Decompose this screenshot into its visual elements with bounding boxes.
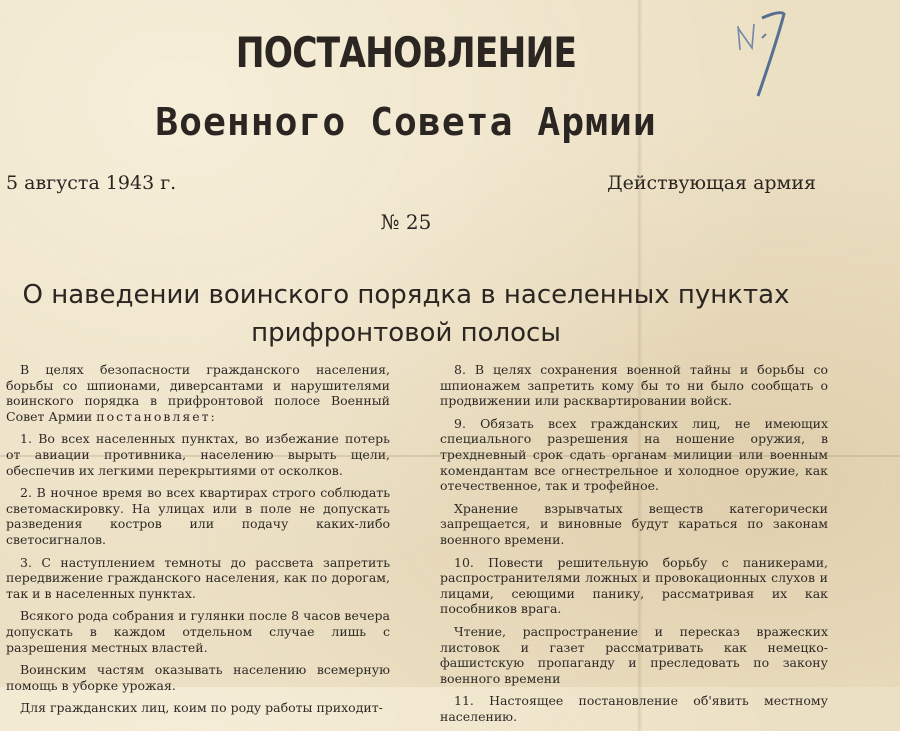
document-subtitle: Военного Совета Армии (155, 100, 657, 144)
paragraph-8: 8. В целях сохранения военной тайны и борьбы со шпионажем запретить кому бы то ни было сообщать о продвижении или расквартировании войск. (440, 362, 828, 409)
paragraph-9: 9. Обязать всех гражданских лиц, не имеющих специального разрешения на ношение оружия, в трехдневный срок сдать органам милиции или военным комендантам все огнестрельное и холодное оружие, как отечественное, так и трофейное. (440, 415, 828, 494)
paragraph-10: 10. Повести решительную борьбу с паникерами, распространителями ложных и провокационных слухов и лицами, сеющими панику, рассматривая их как пособников врага. (440, 554, 828, 617)
heading-line-1: О наведении воинского порядка в населенных пунктах (22, 280, 790, 310)
paragraph-5: Воинским частям оказывать населению всемерную помощь в уборке урожая. (6, 662, 390, 693)
document-date: 5 августа 1943 г. (6, 172, 177, 194)
document-number: № 25 (380, 210, 432, 234)
preamble-decree-word: постановляет: (96, 408, 217, 424)
paragraph-9-explosives: Хранение взрывчатых веществ категорически запрещается, и виновные будут караться по законам военного времени. (440, 500, 828, 547)
document-heading (0, 276, 812, 352)
paragraph-2: 2. В ночное время во всех квартирах строго соблюдать светомаскировку. На улицах или в поле не допускать разведения костров или подачу каких-либо светосигналов. (6, 485, 390, 547)
preamble-paragraph (6, 362, 390, 424)
heading-line-2: прифронтовой полосы (251, 318, 561, 348)
paragraph-1: 1. Во всех населенных пунктах, во избежание потерь от авиации противника, населению вырыть щели, обеспечив их легкими перекрытиями от осколков. (6, 431, 390, 478)
paragraph-10-leaflets: Чтение, распространение и пересказ вражеских листовок и газет рассматривать как немецко-фашистскую пропаганду и преследовать по закону военного времени (440, 623, 828, 686)
paragraph-3: 3. С наступлением темноты до рассвета запретить передвижение гражданского населения, как по дорогам, так и в населенных пунктах. (6, 554, 390, 601)
right-text-column (440, 362, 828, 731)
handwritten-number-pencil-mark (732, 4, 792, 104)
paragraph-11: 11. Настоящее постановление об'явить местному населению. (440, 693, 828, 724)
left-text-column (6, 362, 390, 723)
preamble-text: В целях безопасности гражданского населения, борьбы со шпионами, диверсантами и нарушителями воинского порядка в прифронтовой полосе Военный Совет Армии (6, 362, 390, 424)
paragraph-4: Всякого рода собрания и гулянки после 8 часов вечера допускать в каждом отдельном случае лишь с разрешения местных властей. (6, 608, 390, 655)
document-title: ПОСТАНОВЛЕНИЕ (235, 28, 577, 77)
document-location: Действующая армия (607, 172, 816, 194)
paragraph-6-cut: Для гражданских лиц, коим по роду работы приходит- (20, 700, 383, 716)
